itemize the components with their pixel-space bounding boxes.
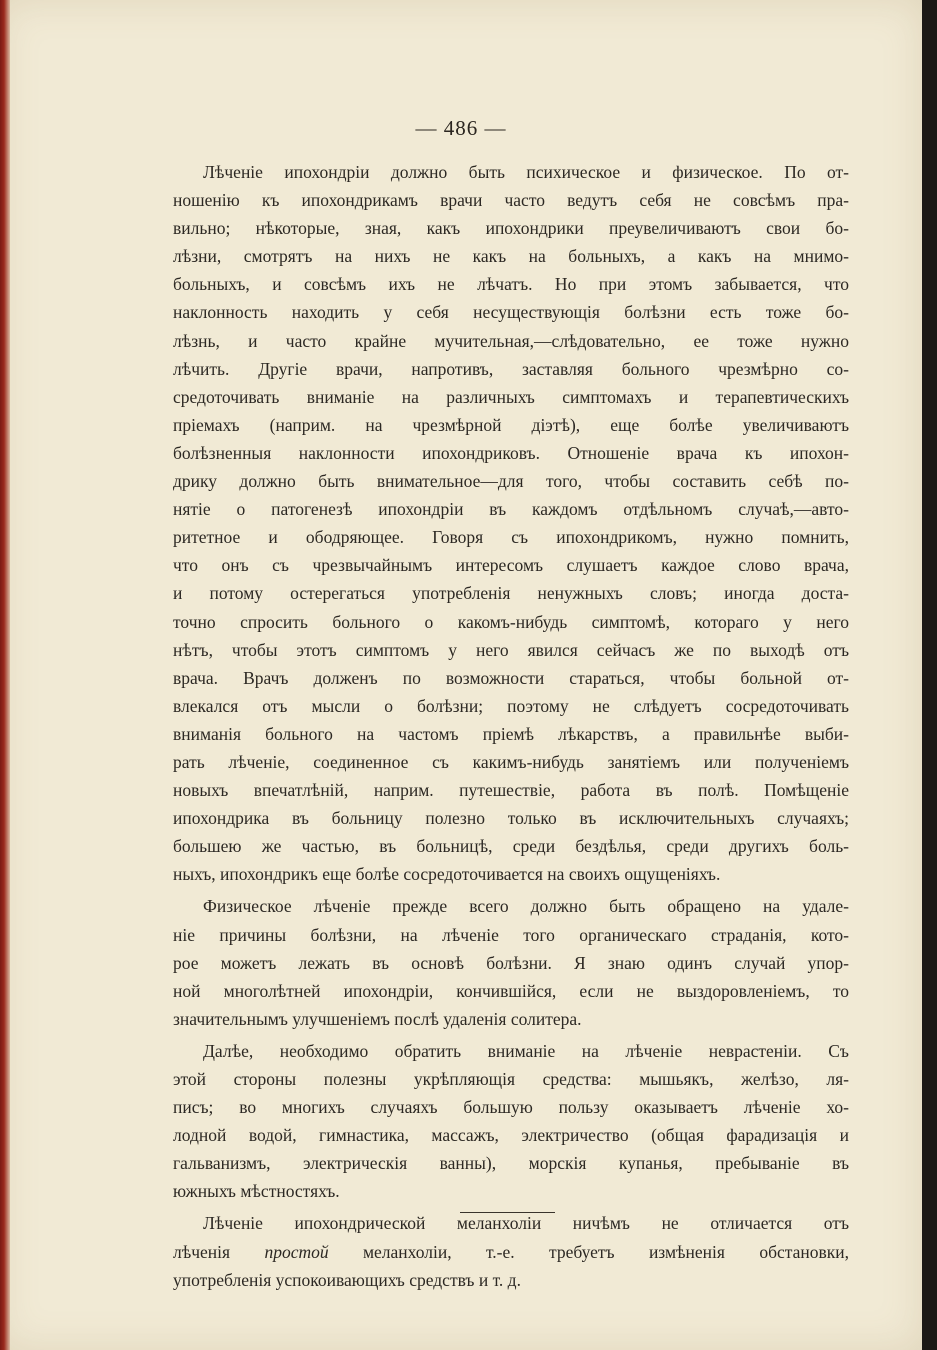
text-line: болѣзненныя наклонности ипохондриковъ. Отношеніе врача къ ипохон- — [173, 442, 849, 463]
text-line: этой стороны полезны укрѣпляющія средства: мышьякъ, желѣзо, ля- — [173, 1069, 849, 1089]
page-shadow-edge — [922, 0, 937, 1350]
text-line: употребленія успокоивающихъ средствъ и т. д. — [173, 1269, 521, 1290]
paragraph — [173, 1209, 849, 1293]
text-line: писъ; во многихъ случаяхъ большую пользу оказываетъ лѣченіе хо- — [173, 1097, 849, 1118]
text-line: средоточивать вниманіе на различныхъ симптомахъ и терапевтическихъ — [173, 386, 849, 407]
text-line: больныхъ, и совсѣмъ ихъ не лѣчатъ. Но при этомъ забывается, что — [173, 274, 849, 295]
end-rule — [460, 1212, 555, 1213]
text-line: пріемахъ (наприм. на чрезмѣрной діэтѣ), еще болѣе увеличиваютъ — [173, 414, 849, 435]
text-line: и потому остерегаться употребленія ненужныхъ словъ; иногда доста- — [173, 583, 849, 604]
text-line: рое можетъ лежать въ основѣ болѣзни. Я знаю одинъ случай упор- — [173, 952, 849, 973]
text-line: лодной водой, гимнастика, массажъ, электричество (общая фарадизація и — [173, 1125, 849, 1146]
body-text — [173, 158, 849, 1294]
text-line: ритетное и ободряющее. Говоря съ ипохондрикомъ, нужно помнить, — [173, 527, 849, 548]
text-line: ніе причины болѣзни, на лѣченіе того органическаго страданія, кото- — [173, 924, 849, 945]
text-line: нѣтъ, чтобы этотъ симптомъ у него явился сейчасъ же по выходѣ отъ — [173, 639, 849, 660]
paragraph — [173, 892, 849, 1032]
paragraph — [173, 158, 849, 888]
page-number: — 486 — — [415, 116, 507, 140]
text-line: значительнымъ улучшеніемъ послѣ удаленія солитера. — [173, 1008, 582, 1029]
text-line: Лѣченіе ипохондрической меланхоліи ничѣмъ не отличается отъ — [203, 1213, 849, 1234]
text-line: ношенію къ ипохондрикамъ врачи часто ведутъ себя не совсѣмъ пра- — [173, 190, 849, 211]
text-line: лѣченія простой меланхоліи, т.-е. требуетъ измѣненія обстановки, — [173, 1241, 849, 1262]
text-line: Лѣченіе ипохондріи должно быть психическое и физическое. По от- — [203, 162, 849, 182]
text-line: точно спросить больного о какомъ-нибудь симптомѣ, котораго у него — [173, 611, 849, 632]
text-line: ипохондрика въ больницу полезно только въ исключительныхъ случаяхъ; — [173, 808, 849, 829]
text-line: новыхъ впечатлѣній, наприм. путешествіе, работа въ полѣ. Помѣщеніе — [173, 780, 849, 801]
text-line: Физическое лѣченіе прежде всего должно быть обращено на удале- — [203, 896, 849, 917]
paragraph — [173, 1037, 849, 1206]
text-line: Далѣе, необходимо обратить вниманіе на лѣченіе неврастеніи. Съ — [203, 1040, 849, 1061]
text-line: что онъ съ чрезвычайнымъ интересомъ слушаетъ каждое слово врача, — [173, 555, 849, 576]
text-line: дрику должно быть внимательное—для того, чтобы составить себѣ по- — [173, 471, 849, 492]
text-line: ной многолѣтней ипохондріи, кончившійся, если не выздоровленіемъ, то — [173, 980, 849, 1001]
text-line: вниманія больного на частомъ пріемѣ лѣкарствъ, а правильнѣе выби- — [173, 723, 849, 744]
text-line: рать лѣченіе, соединенное съ какимъ-нибудь занятіемъ или полученіемъ — [173, 751, 849, 772]
text-line: вильно; нѣкоторые, зная, какъ ипохондрики преувеличиваютъ свои бо- — [173, 218, 849, 239]
text-line: большею же частью, въ больницѣ, среди бездѣлья, среди другихъ боль- — [173, 836, 849, 857]
text-line: лѣчить. Другіе врачи, напротивъ, заставляя больного чрезмѣрно со- — [173, 358, 849, 379]
text-line: ныхъ, ипохондрикъ еще болѣе сосредоточивается на своихъ ощущеніяхъ. — [173, 864, 721, 885]
text-line: влекался отъ мысли о болѣзни; поэтому не слѣдуетъ сосредоточивать — [173, 695, 849, 716]
text-line: гальванизмъ, электрическія ванны), морскія купанья, пребываніе въ — [173, 1153, 849, 1174]
text-line: лѣзни, смотрятъ на нихъ не какъ на больныхъ, а какъ на мнимо- — [173, 246, 849, 267]
text-line: южныхъ мѣстностяхъ. — [173, 1181, 340, 1202]
text-line: наклонность находить у себя несуществующія болѣзни есть тоже бо- — [173, 302, 849, 323]
text-line: врача. Врачъ долженъ по возможности стараться, чтобы больной от- — [173, 667, 849, 688]
text-line: лѣзнь, и часто крайне мучительная,—слѣдовательно, ее тоже нужно — [173, 330, 849, 351]
text-line: нятіе о патогенезѣ ипохондріи въ каждомъ отдѣльномъ случаѣ,—авто- — [173, 499, 849, 520]
book-spine-edge — [0, 0, 10, 1350]
